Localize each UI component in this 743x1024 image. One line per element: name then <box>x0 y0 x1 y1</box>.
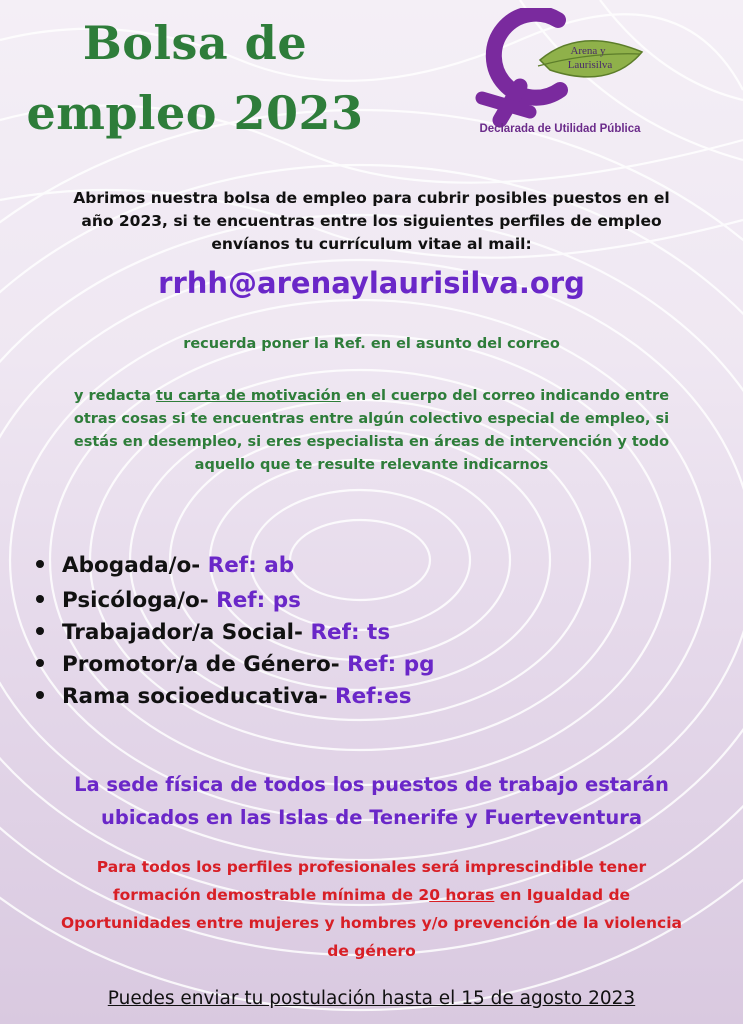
requirement-line-1: Para todos los perfiles profesionales será imprescindible tener <box>96 858 647 876</box>
requirement-line-3: Oportunidades entre mujeres y hombres y/o prevención de la violencia <box>61 914 682 932</box>
motivation-suffix: en el cuerpo del correo indicando entre <box>340 388 670 404</box>
logo-text-line-2: Laurisilva <box>567 59 613 71</box>
email-address-link[interactable]: rrhh@arenaylaurisilva.org <box>158 266 585 300</box>
location-line-2: ubicados en las Islas de Tenerife y Fuerteventura <box>101 806 642 829</box>
requirement-prefix: formación demostrable mínima de 2 <box>112 886 430 904</box>
logo-text-line-1: Arena y <box>570 45 606 57</box>
job-list-item <box>36 588 301 613</box>
intro-line-2: año 2023, si te encuentras entre los siguientes perfiles de empleo <box>81 212 662 230</box>
job-ref: Ref: ab <box>207 553 295 578</box>
logo-caption: Declarada de Utilidad Pública <box>479 123 641 135</box>
location-line-1: La sede física de todos los puestos de trabajo estarán <box>74 773 669 796</box>
bullet-icon <box>36 691 44 699</box>
job-ref: Ref:es <box>335 684 412 709</box>
job-title: Abogada/o- <box>62 553 208 578</box>
motivation-line-4: aquello que te resulte relevante indicarnos <box>194 457 549 473</box>
motivation-line-3: estás en desempleo, si eres especialista en áreas de intervención y todo <box>73 434 670 450</box>
intro-line-3: envíanos tu currículum vitae al mail: <box>211 235 532 253</box>
motivation-prefix: y redacta <box>73 388 156 404</box>
application-deadline: Puedes enviar tu postulación hasta el 15 de agosto 2023 <box>107 988 636 1009</box>
job-title: Psicóloga/o- <box>62 588 217 613</box>
page-title-line-2: empleo 2023 <box>26 86 364 140</box>
requirement-line-4: de género <box>327 942 416 960</box>
job-ref: Ref: ts <box>310 620 391 645</box>
motivation-line-2: otras cosas si te encuentras entre algún colectivo especial de empleo, si <box>73 411 670 427</box>
requirement-hours: 0 horas <box>429 886 495 904</box>
job-title: Promotor/a de Género- <box>62 652 348 677</box>
intro-line-1: Abrimos nuestra bolsa de empleo para cubrir posibles puestos en el <box>73 189 670 207</box>
bullet-icon <box>36 627 44 635</box>
job-ref: Ref: ps <box>216 588 301 613</box>
job-ref: Ref: pg <box>347 652 435 677</box>
requirement-line-2 <box>0 886 743 904</box>
requirement-suffix: en Igualdad de <box>494 886 631 904</box>
bullet-icon <box>36 595 44 603</box>
subject-reminder: recuerda poner la Ref. en el asunto del correo <box>183 336 560 352</box>
job-list-item <box>36 620 390 645</box>
motivation-line-1 <box>20 385 723 408</box>
job-list-item <box>36 553 294 578</box>
job-list-item <box>36 684 412 709</box>
motivation-letter-emphasis: tu carta de motivación <box>155 388 341 404</box>
job-title: Trabajador/a Social- <box>62 620 311 645</box>
job-title: Rama socioeducativa- <box>62 684 336 709</box>
job-list-item <box>36 652 435 677</box>
bullet-icon <box>36 560 44 568</box>
page-title-line-1: Bolsa de <box>82 16 308 70</box>
bullet-icon <box>36 659 44 667</box>
